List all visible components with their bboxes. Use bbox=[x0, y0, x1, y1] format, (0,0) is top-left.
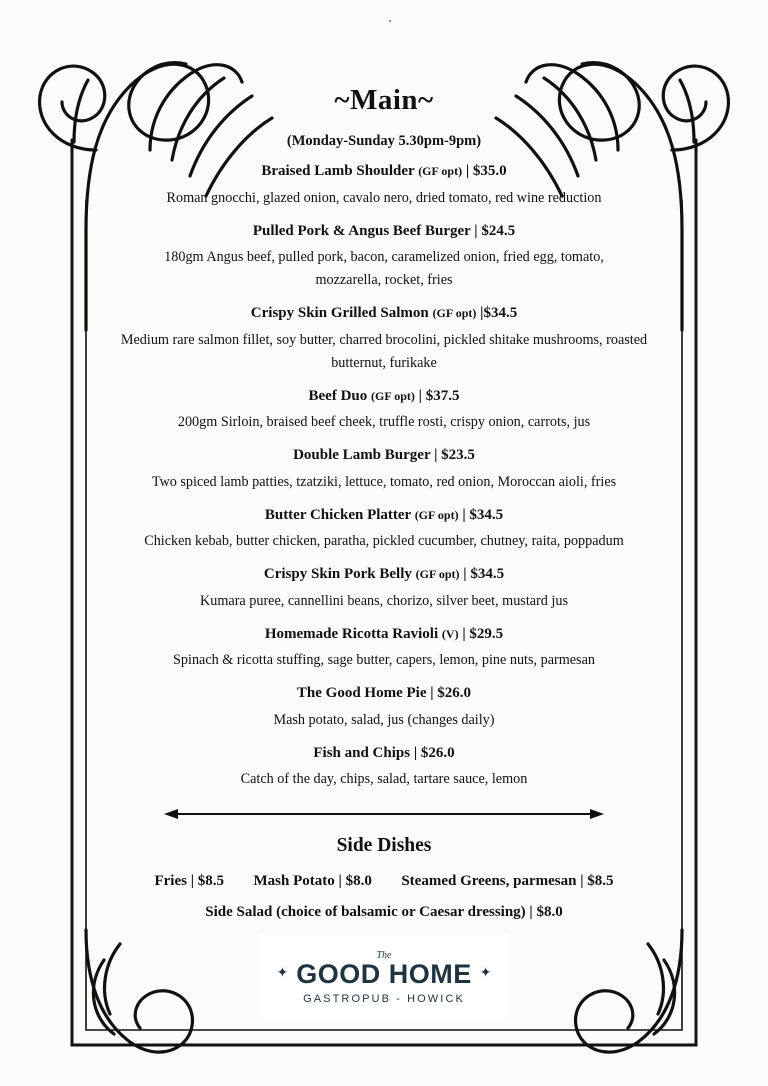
menu-item-name: The Good Home Pie bbox=[296, 685, 427, 701]
menu-item bbox=[0, 387, 768, 435]
menu-item-price: | $34.5 bbox=[462, 506, 504, 523]
menu-item-name: Pulled Pork & Angus Beef Burger bbox=[252, 222, 471, 239]
menu-item bbox=[0, 684, 768, 732]
brand-logo bbox=[260, 935, 508, 1019]
menu-item-name: Butter Chicken Platter bbox=[264, 506, 411, 523]
menu-item bbox=[0, 506, 768, 554]
side-dish-price: | $8.0 bbox=[529, 904, 563, 920]
menu-item-heading bbox=[0, 506, 768, 526]
menu-item-price: | $35.0 bbox=[465, 163, 507, 179]
menu-item-tag: (GF opt) bbox=[432, 306, 477, 320]
side-dish-price: | $8.5 bbox=[580, 873, 614, 889]
menu-item-tag: (GF opt) bbox=[415, 567, 460, 581]
menu-item-heading bbox=[0, 684, 768, 704]
menu-item-description: 180gm Angus beef, pulled pork, bacon, caramelized onion, fried egg, tomato, mozzarella, rocket, fries bbox=[164, 249, 604, 288]
menu-item bbox=[0, 625, 768, 673]
side-dish-name: Fries bbox=[154, 873, 187, 889]
menu-item-name: Braised Lamb Shoulder bbox=[261, 163, 415, 179]
page-title: ~Main~ bbox=[334, 84, 434, 116]
logo-subtitle: GASTROPUB - HOWICK bbox=[303, 992, 465, 1005]
menu-item-description: Catch of the day, chips, salad, tartare sauce, lemon bbox=[240, 771, 528, 787]
fleur-right-icon: ✦ bbox=[479, 966, 492, 981]
menu-item-description: Chicken kebab, butter chicken, paratha, pickled cucumber, chutney, raita, poppadum bbox=[144, 533, 624, 549]
menu-item-heading bbox=[0, 222, 768, 242]
menu-item-price: | $23.5 bbox=[434, 447, 475, 463]
menu-item-heading bbox=[0, 565, 768, 585]
side-dish-price: | $8.5 bbox=[190, 873, 225, 889]
menu-item-heading bbox=[0, 744, 768, 764]
menu-item-heading bbox=[0, 446, 768, 466]
menu-item-tag: (GF opt) bbox=[418, 164, 463, 178]
menu-item-price: | $26.0 bbox=[413, 744, 455, 761]
menu-item-price: | $26.0 bbox=[430, 685, 472, 701]
menu-item bbox=[0, 565, 768, 613]
menu-item-tag: (GF opt) bbox=[414, 507, 459, 522]
menu-item-description: Two spiced lamb patties, tzatziki, lettuce, tomato, red onion, Moroccan aioli, fries bbox=[151, 473, 617, 490]
menu-item-name: Crispy Skin Pork Belly bbox=[263, 566, 412, 582]
service-hours: (Monday-Sunday 5.30pm-9pm) bbox=[286, 133, 482, 149]
side-dishes-row-2 bbox=[0, 904, 768, 921]
logo-word-home: HOME bbox=[388, 958, 472, 989]
side-dish-name: Mash Potato bbox=[253, 873, 335, 889]
menu-item bbox=[0, 304, 768, 375]
side-dish-price: | $8.0 bbox=[338, 873, 372, 889]
menu-item bbox=[0, 446, 768, 494]
side-dish-name: Steamed Greens, parmesan bbox=[401, 873, 577, 889]
menu-item-price: | $24.5 bbox=[474, 222, 516, 239]
logo-the-text: The bbox=[376, 949, 392, 961]
fleur-left-icon: ✦ bbox=[276, 966, 289, 981]
menu-item-tag: (GF opt) bbox=[371, 388, 415, 403]
menu-item-price: |$34.5 bbox=[480, 305, 518, 321]
menu-item-description: Mash potato, salad, jus (changes daily) bbox=[273, 711, 495, 728]
logo-word-good: GOOD bbox=[296, 958, 381, 989]
menu-item-name: Homemade Ricotta Ravioli bbox=[264, 625, 439, 642]
menu-item-description: Medium rare salmon fillet, soy butter, charred brocolini, pickled shitake mushrooms, roasted butternut, furikake bbox=[120, 331, 648, 371]
side-dishes-title: Side Dishes bbox=[336, 835, 432, 856]
menu-item-description: 200gm Sirloin, braised beef cheek, truffle rosti, crispy onion, carrots, jus bbox=[177, 414, 591, 430]
menu-item-price: | $37.5 bbox=[418, 387, 460, 404]
side-dishes-row-1 bbox=[0, 873, 768, 890]
menu-item-heading bbox=[0, 162, 768, 182]
menu-item-tag: (V) bbox=[441, 626, 459, 641]
side-dish-name: Side Salad (choice of balsamic or Caesar dressing) bbox=[205, 904, 526, 920]
menu-item-name: Beef Duo bbox=[308, 387, 368, 404]
menu-item-description: Spinach & ricotta stuffing, sage butter, capers, lemon, pine nuts, parmesan bbox=[173, 652, 595, 668]
menu-item-price: | $34.5 bbox=[463, 566, 505, 582]
menu-item bbox=[0, 162, 768, 210]
menu-item-description: Roman gnocchi, glazed onion, cavalo nero, dried tomato, red wine reduction bbox=[166, 189, 602, 206]
section-divider bbox=[164, 807, 604, 821]
menu-item-heading bbox=[0, 387, 768, 407]
menu-item-name: Double Lamb Burger bbox=[293, 447, 431, 463]
menu-item-heading bbox=[0, 625, 768, 645]
menu-item-name: Fish and Chips bbox=[313, 744, 411, 761]
menu-item bbox=[0, 222, 768, 293]
menu-item-description: Kumara puree, cannellini beans, chorizo, silver beet, mustard jus bbox=[200, 592, 568, 609]
logo-wordmark bbox=[277, 959, 492, 990]
menu-items-list bbox=[0, 162, 768, 791]
menu-item bbox=[0, 744, 768, 792]
menu-item-name: Crispy Skin Grilled Salmon bbox=[250, 305, 429, 321]
menu-item-price: | $29.5 bbox=[462, 625, 504, 642]
menu-item-heading bbox=[0, 304, 768, 324]
